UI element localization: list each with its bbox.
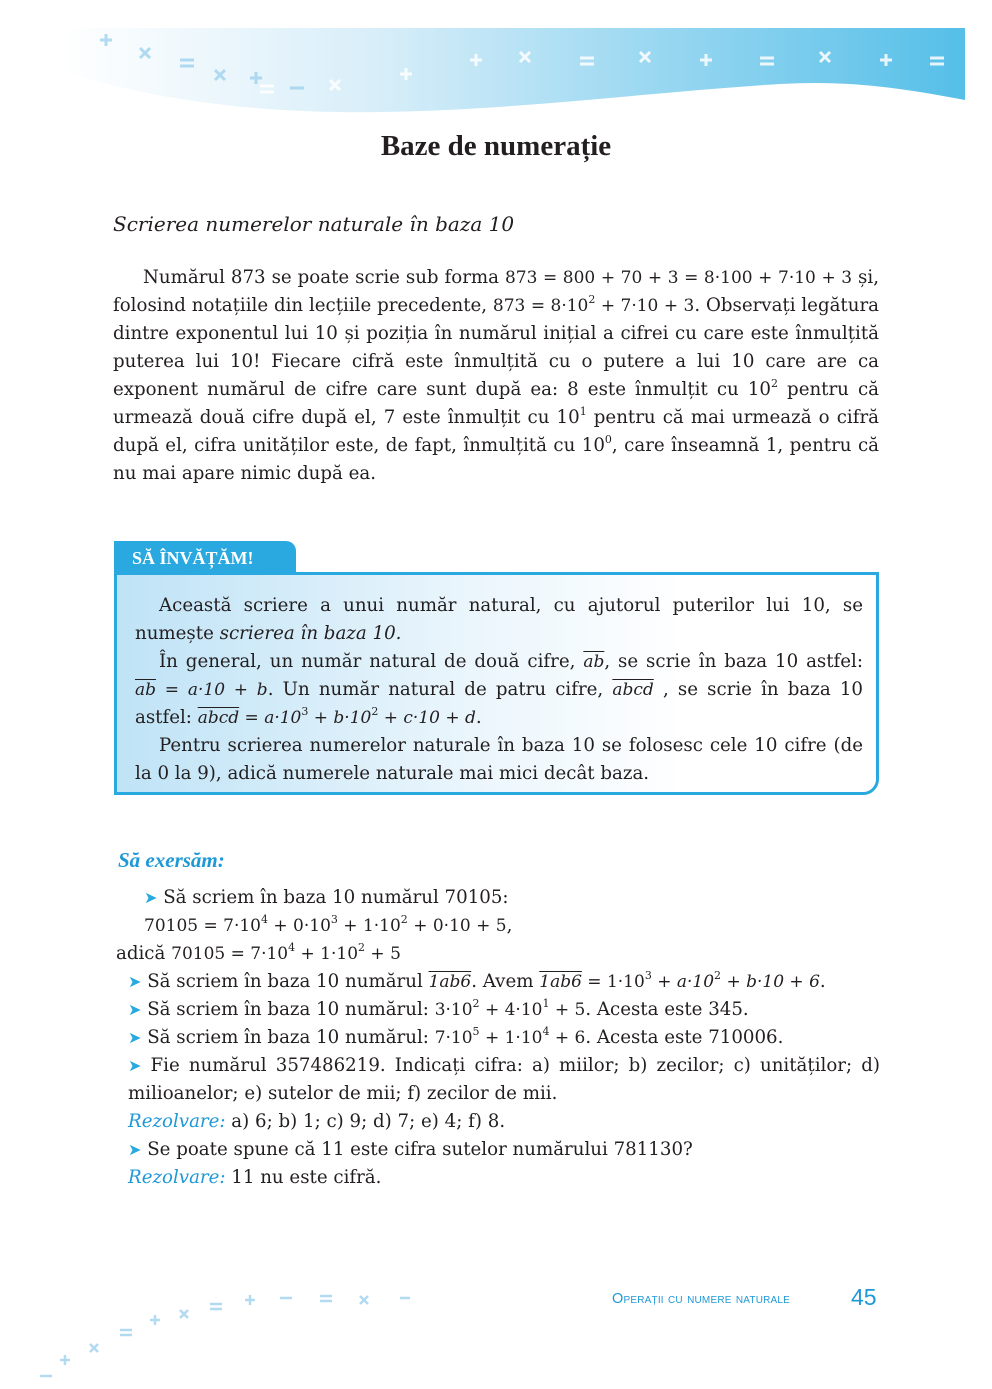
learn-box-header: SĂ ÎNVĂȚĂM! <box>114 541 296 573</box>
footer-decoration <box>0 1280 520 1389</box>
page-number: 45 <box>851 1284 877 1310</box>
exercises-header: Să exersăm: <box>118 848 225 872</box>
arrow-icon: ➤ <box>144 888 158 907</box>
arrow-icon: ➤ <box>128 972 142 991</box>
solution-label: Rezolvare: <box>128 1167 226 1188</box>
header-banner <box>0 0 992 140</box>
learn-box-text: Această scriere a unui număr natural, cu ajutorul puterilor lui 10, se numește scrierea în baza 10. În general, un număr natural de două cifre, $\overline{ab}$, se scrie în baza 10 astfel: $\overline{ab} = a\cdot 10 + b$. Un număr natural de patru cifre, abcd , se scrie în baza 10 astfel: abcd = $a\cdot 10^3 + b\cdot 10^2 + c\cdot 10 + d$. Pentru scrierea numerelor naturale în baza 10 se folosesc cele 10 cifre (de la 0 la 9), adică numerele naturale mai mici decât baza. <box>135 595 863 784</box>
exercises-list: ➤ Să scriem în baza 10 numărul 70105: $70105 = 7\cdot 10^4 + 0\cdot 10^3 + 1\cdot 10^2 + 0\cdot 10 + 5$, adică $70105 = 7\cdot 10^4 + 1\cdot 10^2 + 5$ ➤ Să scriem în baza 10 numărul 1ab6. Avem $1ab6 = 1\cdot 10^3 + a\cdot 10^2 + b\cdot 10 + 6$. ➤ Să scriem în baza 10 numărul: $3\cdot 10^2 + 4\cdot 10^1 + 5$. Acesta este 345. ➤ Să scriem în baza 10 numărul: $7\cdot 10^5 + 1\cdot 10^4 + 6$. Acesta este 710006. ➤ Fie numărul 357486219. Indicați cifra: a) miilor; b) zecilor; c) unităților; d) milioanelor; e) sutelor de mii; f) zecilor de mii. Rezolvare: a) 6; b) 1; c) 9; d) 7; e) 4; f) 8. ➤ Se poate spune că 11 este cifra sutelor numărului 781130? Rezolvare: 11 nu este cifră. <box>116 887 880 1188</box>
arrow-icon: ➤ <box>128 1140 142 1159</box>
chapter-footer: Operații cu numere naturale <box>612 1291 791 1307</box>
solution-label: Rezolvare: <box>128 1111 226 1132</box>
arrow-icon: ➤ <box>128 1056 142 1075</box>
page-title: Baze de numerație <box>380 130 612 162</box>
arrow-icon: ➤ <box>128 1028 142 1047</box>
section-subtitle: Scrierea numerelor naturale în baza 10 <box>113 212 515 236</box>
arrow-icon: ➤ <box>128 1000 142 1019</box>
intro-paragraph: Numărul 873 se poate scrie sub forma 873 = 800 + 70 + 3 = 8·100 + 7·10 + 3 și, folosind notațiile din lecțiile precedente, $873 = 8\cdot 10^2 + 7\cdot 10 + 3$. Observați legătura dintre exponentul lui 10 și poziția în numărul inițial a cifrei cu care este înmulțită puterea lui 10! Fiecare cifră este înmulțită cu o putere a lui 10 care are ca exponent numărul de cifre care sunt după ea: 8 este înmulțit cu $10^2$ pentru că urmează două cifre după el, 7 este înmulțit cu $10^1$ pentru că mai urmează o cifră după el, cifra unităților este, de fapt, înmulțită cu $10^0$, care înseamnă 1, pentru că nu mai apare nimic după ea. <box>113 267 879 484</box>
